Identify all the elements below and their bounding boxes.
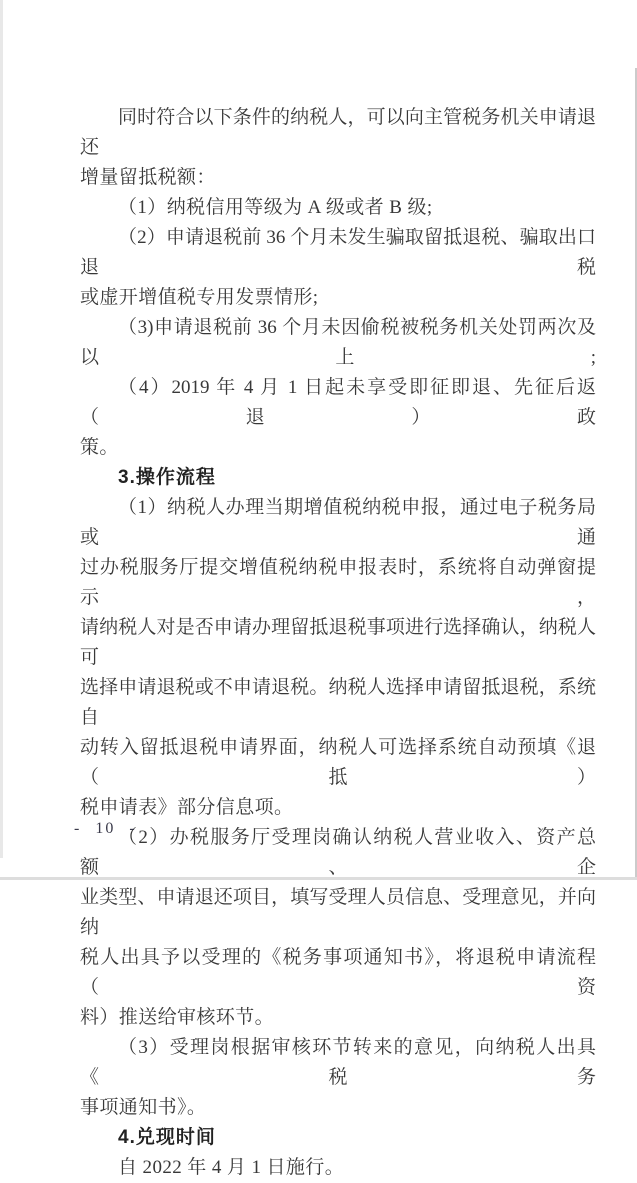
text-line: （3)申请退税前 36 个月未因偷税被税务机关处罚两次及以上;: [80, 317, 596, 368]
document-body: [80, 103, 596, 1183]
text-line: （1）纳税人办理当期增值税纳税申报，通过电子税务局或通: [80, 497, 596, 548]
text-line: 事项通知书》。: [80, 1097, 207, 1118]
section-heading: 4.兑现时间: [118, 1127, 216, 1148]
text-line: 策。: [80, 437, 119, 458]
text-line: 过办税服务厅提交增值税纳税申报表时，系统将自动弹窗提示，: [80, 557, 596, 608]
text-line: 业类型、申请退还项目，填写受理人员信息、受理意见，并向纳: [80, 887, 596, 938]
text-line: 选择申请退税或不申请退税。纳税人选择申请留抵退税，系统自: [80, 677, 596, 728]
text-line: 动转入留抵退税申请界面，纳税人可选择系统自动预填《退（抵）: [80, 737, 596, 788]
text-line: （4）2019 年 4 月 1 日起未享受即征即退、先征后返（退）政: [80, 377, 596, 428]
text-line: （2）申请退税前 36 个月未发生骗取留抵退税、骗取出口退税: [80, 227, 596, 278]
scan-edge-left: [0, 0, 3, 858]
section-heading: 3.操作流程: [118, 467, 216, 488]
text-line: 请纳税人对是否申请办理留抵退税事项进行选择确认，纳税人可: [80, 617, 596, 668]
text-line: （3）受理岗根据审核环节转来的意见，向纳税人出具《税务: [80, 1037, 596, 1088]
page-number: - 10 -: [74, 820, 137, 837]
text-line: 税人出具予以受理的《税务事项通知书》，将退税申请流程（资: [80, 947, 596, 998]
text-line: 增量留抵税额：: [80, 167, 216, 188]
text-line: 税申请表》部分信息项。: [80, 797, 294, 818]
text-line: 自 2022 年 4 月 1 日施行。: [118, 1157, 345, 1178]
text-line: 或虚开增值税专用发票情形;: [80, 287, 319, 308]
text-line: 同时符合以下条件的纳税人，可以向主管税务机关申请退还: [80, 107, 596, 158]
text-line: （1）纳税信用等级为 A 级或者 B 级;: [118, 197, 433, 218]
text-line: （2）办税服务厅受理岗确认纳税人营业收入、资产总额、企: [80, 827, 596, 878]
text-line: 料）推送给审核环节。: [80, 1007, 275, 1028]
